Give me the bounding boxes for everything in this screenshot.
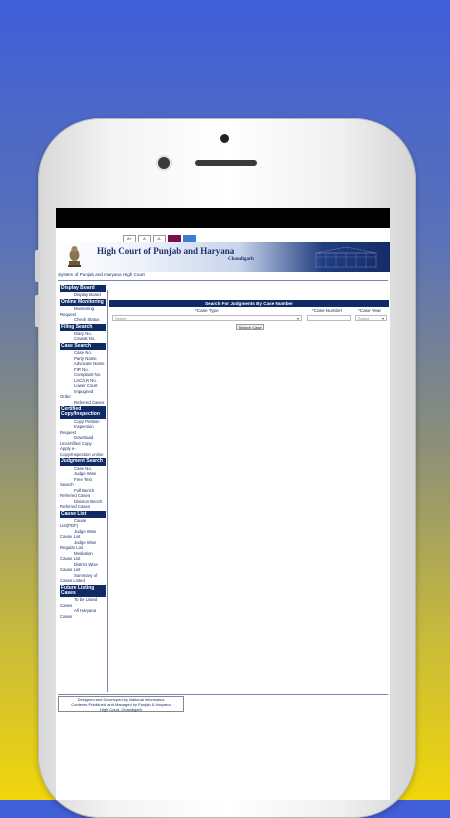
site-banner xyxy=(56,242,390,272)
sidebar-section-cause-list[interactable]: Cause List xyxy=(60,511,106,518)
sidebar-item-judgment-case-no[interactable]: Case No. xyxy=(74,465,92,471)
case-number-label: *Case Number xyxy=(312,308,343,313)
sidebar-section-certified-copy[interactable]: Certified Copy/Inspection xyxy=(60,406,106,419)
case-year-select[interactable] xyxy=(355,315,387,321)
camera-icon xyxy=(220,134,229,143)
sidebar-item-party-name[interactable]: Party Name xyxy=(74,355,97,361)
font-decrease-button[interactable]: A- xyxy=(153,235,166,243)
sidebar-item-judge-wise-cause-list[interactable]: Judge Wise Cause List xyxy=(60,528,97,540)
case-type-value: Select xyxy=(115,316,127,321)
court-title: High Court of Punjab and Haryana xyxy=(97,246,235,256)
sidebar-item-judge-wise-regular-list[interactable]: Judge Wise Regular List xyxy=(60,539,97,551)
building-decoration xyxy=(306,245,386,269)
sidebar-section-online-monitoring[interactable]: Online Monitoring xyxy=(60,299,106,306)
sidebar-item-monitoring-request[interactable]: Monitoring Request xyxy=(60,306,95,317)
sidebar-section-judgment-search[interactable]: Judgment Search xyxy=(60,458,106,465)
footer-divider xyxy=(58,694,388,695)
form-labels xyxy=(109,307,389,314)
sidebar-section-filing-search[interactable]: Filing Search xyxy=(60,324,106,331)
sidebar-section-case-search[interactable]: Case Search xyxy=(60,343,106,350)
web-page xyxy=(56,228,390,800)
sidebar-menu xyxy=(60,284,106,619)
phone-side-button xyxy=(35,295,40,327)
case-year-value: Select xyxy=(358,316,370,321)
court-subtitle: Chandigarh xyxy=(228,257,254,262)
sidebar-item-fir-no[interactable]: FIR No. xyxy=(74,366,89,372)
sidebar-item-complaint-no[interactable]: Complaint No. xyxy=(74,372,102,378)
font-normal-button[interactable]: A xyxy=(138,235,151,243)
sidebar-item-cause-list-pdf[interactable]: Cause List(PDF) xyxy=(60,517,87,529)
case-type-select[interactable] xyxy=(112,315,302,321)
search-case-button[interactable]: Search Case xyxy=(236,324,264,330)
case-type-label: *Case Type xyxy=(195,308,219,313)
sidebar-item-diary-no[interactable]: Diary No. xyxy=(74,330,92,336)
sidebar-item-lac-lr-no[interactable]: LAC/LR No. xyxy=(74,377,97,383)
high-court-emblem-icon xyxy=(66,244,83,268)
form-fields xyxy=(109,314,389,323)
chevron-down-icon: ▾ xyxy=(296,316,299,321)
sidebar-item-judge-wise[interactable]: Judge Wise xyxy=(74,471,97,477)
sidebar-item-advocate-name[interactable]: Advocate Name xyxy=(74,361,105,367)
sidebar-item-caveat-no[interactable]: Caveat No. xyxy=(74,336,96,342)
case-number-input[interactable] xyxy=(307,315,351,321)
sidebar-item-full-bench[interactable]: Full Bench Referred Cases xyxy=(60,487,95,499)
font-increase-button[interactable]: A+ xyxy=(123,235,136,243)
sidebar-item-division-bench[interactable]: Division Bench Referred Cases xyxy=(60,498,103,510)
phone-side-button xyxy=(35,250,40,282)
form-heading: Search For Judgments By Case Number xyxy=(109,300,389,307)
sidebar-item-inspection-request[interactable]: Inspection Request xyxy=(60,424,94,435)
sidebar-item-mediation-cause-list[interactable]: Mediation Cause List xyxy=(60,550,93,562)
sidebar-item-lower-court[interactable]: Lower Court xyxy=(74,383,98,389)
sidebar-item-display-board[interactable]: Display Board xyxy=(74,292,101,298)
sidebar-divider xyxy=(107,290,108,692)
sidebar-item-to-be-listed[interactable]: To be Listed Cases xyxy=(60,597,98,608)
sidebar-item-free-text-search[interactable]: Free Text Search xyxy=(60,476,92,488)
sidebar-item-all-haryana-cases[interactable]: All Haryana Cases xyxy=(60,608,97,619)
system-title: System of Punjab and Haryana High Court xyxy=(58,272,145,277)
top-toolbar xyxy=(56,228,390,242)
footer xyxy=(58,696,184,712)
sidebar-item-impugned-order[interactable]: Impugned Order xyxy=(60,388,94,400)
sidebar-item-download-uncertified-copy[interactable]: Download Uncertified Copy xyxy=(60,435,94,446)
sidebar-item-apply-ecopy[interactable]: Apply e-Copy/Inspection online xyxy=(60,446,104,457)
sidebar-item-district-wise-cause-list[interactable]: District Wise Cause List xyxy=(60,561,98,573)
footer-line-3: High Court, Chandigarh xyxy=(99,707,143,712)
sidebar-item-check-status[interactable]: Check Status xyxy=(74,317,100,323)
front-camera-icon xyxy=(158,157,170,169)
sidebar-section-display-board[interactable]: Display Board xyxy=(60,285,106,292)
footer-line-1: Designed and Developed by National Informatics xyxy=(77,697,165,702)
case-year-label: *Case Year xyxy=(358,308,381,313)
judgment-search-form xyxy=(109,300,389,331)
sidebar-item-referred-cases[interactable]: Referred Cases xyxy=(74,399,105,405)
phone-screen xyxy=(56,208,390,800)
speaker-grille xyxy=(195,160,257,166)
sidebar-item-case-no[interactable]: Case No. xyxy=(74,350,92,356)
sidebar-item-copy-petition[interactable]: Copy Petition xyxy=(74,418,100,424)
footer-line-2: Contents Published and Managed by Punjab & Haryana xyxy=(71,702,171,707)
sidebar-item-summary-of-cases[interactable]: Summary of Cases Listed xyxy=(60,572,98,584)
divider xyxy=(58,280,388,281)
chevron-down-icon: ▾ xyxy=(381,316,384,321)
form-actions xyxy=(109,323,389,331)
sidebar-section-future-listing[interactable]: Future Listing Cases xyxy=(60,585,106,598)
